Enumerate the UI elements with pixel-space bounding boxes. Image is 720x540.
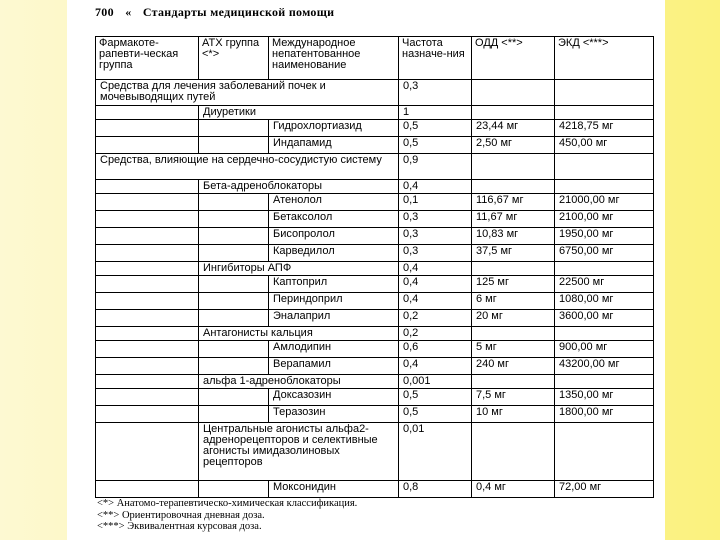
pharm-group-cell <box>96 245 199 262</box>
pharm-group-cell <box>96 423 199 481</box>
ekd-cell <box>555 180 654 194</box>
frequency-cell: 0,2 <box>399 327 472 341</box>
pharm-group-cell <box>96 211 199 228</box>
odd-cell <box>472 80 555 106</box>
table-row-atx <box>96 180 654 194</box>
group-label: Средства, влияющие на сердечно-сосудистую систему <box>96 154 399 180</box>
odd-cell <box>472 180 555 194</box>
atx-label: Бета-адреноблокаторы <box>199 180 399 194</box>
atx-label: альфа 1-адреноблокаторы <box>199 375 399 389</box>
odd-cell: 37,5 мг <box>472 245 555 262</box>
table-row-group <box>96 80 654 106</box>
frequency-cell: 0,3 <box>399 80 472 106</box>
frequency-cell: 0,5 <box>399 406 472 423</box>
odd-cell <box>472 375 555 389</box>
drug-name-cell: Бетаксолол <box>269 211 399 228</box>
odd-cell <box>472 106 555 120</box>
drug-name-cell: Периндоприл <box>269 293 399 310</box>
ekd-cell: 21000,00 мг <box>555 194 654 211</box>
odd-cell <box>472 423 555 481</box>
table-row-drug <box>96 481 654 498</box>
odd-cell <box>472 327 555 341</box>
table-row-drug <box>96 341 654 358</box>
odd-cell: 2,50 мг <box>472 137 555 154</box>
atx-group-cell <box>199 341 269 358</box>
pharm-group-cell <box>96 358 199 375</box>
table-row-atx <box>96 375 654 389</box>
drug-name-cell: Эналаприл <box>269 310 399 327</box>
header-odd: ОДД <**> <box>472 37 555 80</box>
pharm-group-cell <box>96 481 199 498</box>
table-row-group <box>96 154 654 180</box>
atx-group-cell <box>199 358 269 375</box>
odd-cell: 23,44 мг <box>472 120 555 137</box>
frequency-cell: 0,001 <box>399 375 472 389</box>
frequency-cell: 0,5 <box>399 137 472 154</box>
ekd-cell: 3600,00 мг <box>555 310 654 327</box>
frequency-cell: 0,4 <box>399 358 472 375</box>
drug-name-cell: Амлодипин <box>269 341 399 358</box>
footnote-ekd: <***> Эквивалентная курсовая доза. <box>97 521 262 532</box>
ekd-cell: 1950,00 мг <box>555 228 654 245</box>
frequency-cell: 0,2 <box>399 310 472 327</box>
table-row-drug <box>96 406 654 423</box>
atx-group-cell <box>199 137 269 154</box>
drug-name-cell: Гидрохлортиазид <box>269 120 399 137</box>
odd-cell <box>472 154 555 180</box>
ekd-cell: 900,00 мг <box>555 341 654 358</box>
frequency-cell: 0,4 <box>399 293 472 310</box>
drug-name-cell: Каптоприл <box>269 276 399 293</box>
drug-name-cell: Бисопролол <box>269 228 399 245</box>
frequency-cell: 1 <box>399 106 472 120</box>
pharm-group-cell <box>96 106 199 120</box>
frequency-cell: 0,3 <box>399 228 472 245</box>
odd-cell: 6 мг <box>472 293 555 310</box>
pharm-group-cell <box>96 406 199 423</box>
table-row-atx <box>96 327 654 341</box>
ekd-cell: 1080,00 мг <box>555 293 654 310</box>
header-ekd: ЭКД <***> <box>555 37 654 80</box>
pharm-group-cell <box>96 276 199 293</box>
drug-name-cell: Атенолол <box>269 194 399 211</box>
pharm-group-cell <box>96 137 199 154</box>
header-frequency: Частота назначе-ния <box>399 37 472 80</box>
book-title: Стандарты медицинской помощи <box>142 5 335 19</box>
table-row-atx <box>96 423 654 481</box>
header-inn: Международное непатентованное наименование <box>269 37 399 80</box>
table-row-atx <box>96 262 654 276</box>
ekd-cell: 6750,00 мг <box>555 245 654 262</box>
odd-cell: 125 мг <box>472 276 555 293</box>
pharm-group-cell <box>96 228 199 245</box>
table-row-drug <box>96 310 654 327</box>
pharm-group-cell <box>96 310 199 327</box>
odd-cell: 7,5 мг <box>472 389 555 406</box>
table-row-drug <box>96 228 654 245</box>
atx-group-cell <box>199 245 269 262</box>
page-number: 700 <box>95 5 114 19</box>
pharm-group-cell <box>96 120 199 137</box>
table-row-drug <box>96 389 654 406</box>
ekd-cell <box>555 375 654 389</box>
running-head-separator: « <box>125 5 132 19</box>
drug-name-cell: Индапамид <box>269 137 399 154</box>
frequency-cell: 0,5 <box>399 120 472 137</box>
group-label: Средства для лечения заболеваний почек и мочевыводящих путей <box>96 80 399 106</box>
odd-cell: 11,67 мг <box>472 211 555 228</box>
header-pharm-group: Фармакоте-рапевти-ческая группа <box>96 37 199 80</box>
frequency-cell: 0,1 <box>399 194 472 211</box>
running-head <box>95 5 334 20</box>
ekd-cell <box>555 106 654 120</box>
atx-group-cell <box>199 276 269 293</box>
pharm-group-cell <box>96 341 199 358</box>
atx-group-cell <box>199 194 269 211</box>
ekd-cell: 1800,00 мг <box>555 406 654 423</box>
table-row-atx <box>96 106 654 120</box>
odd-cell: 10 мг <box>472 406 555 423</box>
pharm-group-cell <box>96 194 199 211</box>
odd-cell: 0,4 мг <box>472 481 555 498</box>
frequency-cell: 0,3 <box>399 245 472 262</box>
frequency-cell: 0,01 <box>399 423 472 481</box>
frequency-cell: 0,4 <box>399 262 472 276</box>
ekd-cell: 450,00 мг <box>555 137 654 154</box>
pharm-group-cell <box>96 327 199 341</box>
table-row-drug <box>96 293 654 310</box>
drug-name-cell: Теразозин <box>269 406 399 423</box>
drug-name-cell: Доксазозин <box>269 389 399 406</box>
odd-cell: 116,67 мг <box>472 194 555 211</box>
table-row-drug <box>96 358 654 375</box>
atx-group-cell <box>199 310 269 327</box>
ekd-cell <box>555 327 654 341</box>
ekd-cell: 43200,00 мг <box>555 358 654 375</box>
frequency-cell: 0,5 <box>399 389 472 406</box>
atx-group-cell <box>199 293 269 310</box>
frequency-cell: 0,4 <box>399 276 472 293</box>
frequency-cell: 0,4 <box>399 180 472 194</box>
ekd-cell: 22500 мг <box>555 276 654 293</box>
pharm-group-cell <box>96 375 199 389</box>
ekd-cell <box>555 154 654 180</box>
ekd-cell <box>555 80 654 106</box>
atx-group-cell <box>199 228 269 245</box>
table-row-drug <box>96 276 654 293</box>
table-row-drug <box>96 194 654 211</box>
table-row-drug <box>96 245 654 262</box>
atx-group-cell <box>199 120 269 137</box>
pharm-group-cell <box>96 262 199 276</box>
footnotes <box>97 498 357 533</box>
ekd-cell <box>555 423 654 481</box>
table-row-drug <box>96 120 654 137</box>
atx-group-cell <box>199 481 269 498</box>
table-row-drug <box>96 137 654 154</box>
atx-label: Диуретики <box>199 106 399 120</box>
atx-label: Антагонисты кальция <box>199 327 399 341</box>
ekd-cell <box>555 262 654 276</box>
ekd-cell: 4218,75 мг <box>555 120 654 137</box>
frequency-cell: 0,3 <box>399 211 472 228</box>
odd-cell <box>472 262 555 276</box>
ekd-cell: 72,00 мг <box>555 481 654 498</box>
odd-cell: 20 мг <box>472 310 555 327</box>
footnote-atx: <*> Анатомо-терапевтическо-химическая классификация. <box>97 498 358 509</box>
atx-group-cell <box>199 389 269 406</box>
drug-name-cell: Карведилол <box>269 245 399 262</box>
drug-name-cell: Моксонидин <box>269 481 399 498</box>
atx-group-cell <box>199 406 269 423</box>
standards-table <box>95 36 654 498</box>
pharm-group-cell <box>96 180 199 194</box>
footnote-odd: <**> Ориентировочная дневная доза. <box>97 509 265 521</box>
pharm-group-cell <box>96 389 199 406</box>
header-atx-group: АТХ группа <*> <box>199 37 269 80</box>
odd-cell: 10,83 мг <box>472 228 555 245</box>
table-header-row <box>96 37 654 80</box>
frequency-cell: 0,6 <box>399 341 472 358</box>
pharm-group-cell <box>96 293 199 310</box>
atx-label: Центральные агонисты альфа2-адренорецепторов и селективные агонисты имидазолиновых рецепторов <box>199 423 399 481</box>
frequency-cell: 0,9 <box>399 154 472 180</box>
odd-cell: 240 мг <box>472 358 555 375</box>
drug-name-cell: Верапамил <box>269 358 399 375</box>
atx-group-cell <box>199 211 269 228</box>
atx-label: Ингибиторы АПФ <box>199 262 399 276</box>
ekd-cell: 2100,00 мг <box>555 211 654 228</box>
table-row-drug <box>96 211 654 228</box>
ekd-cell: 1350,00 мг <box>555 389 654 406</box>
frequency-cell: 0,8 <box>399 481 472 498</box>
odd-cell: 5 мг <box>472 341 555 358</box>
